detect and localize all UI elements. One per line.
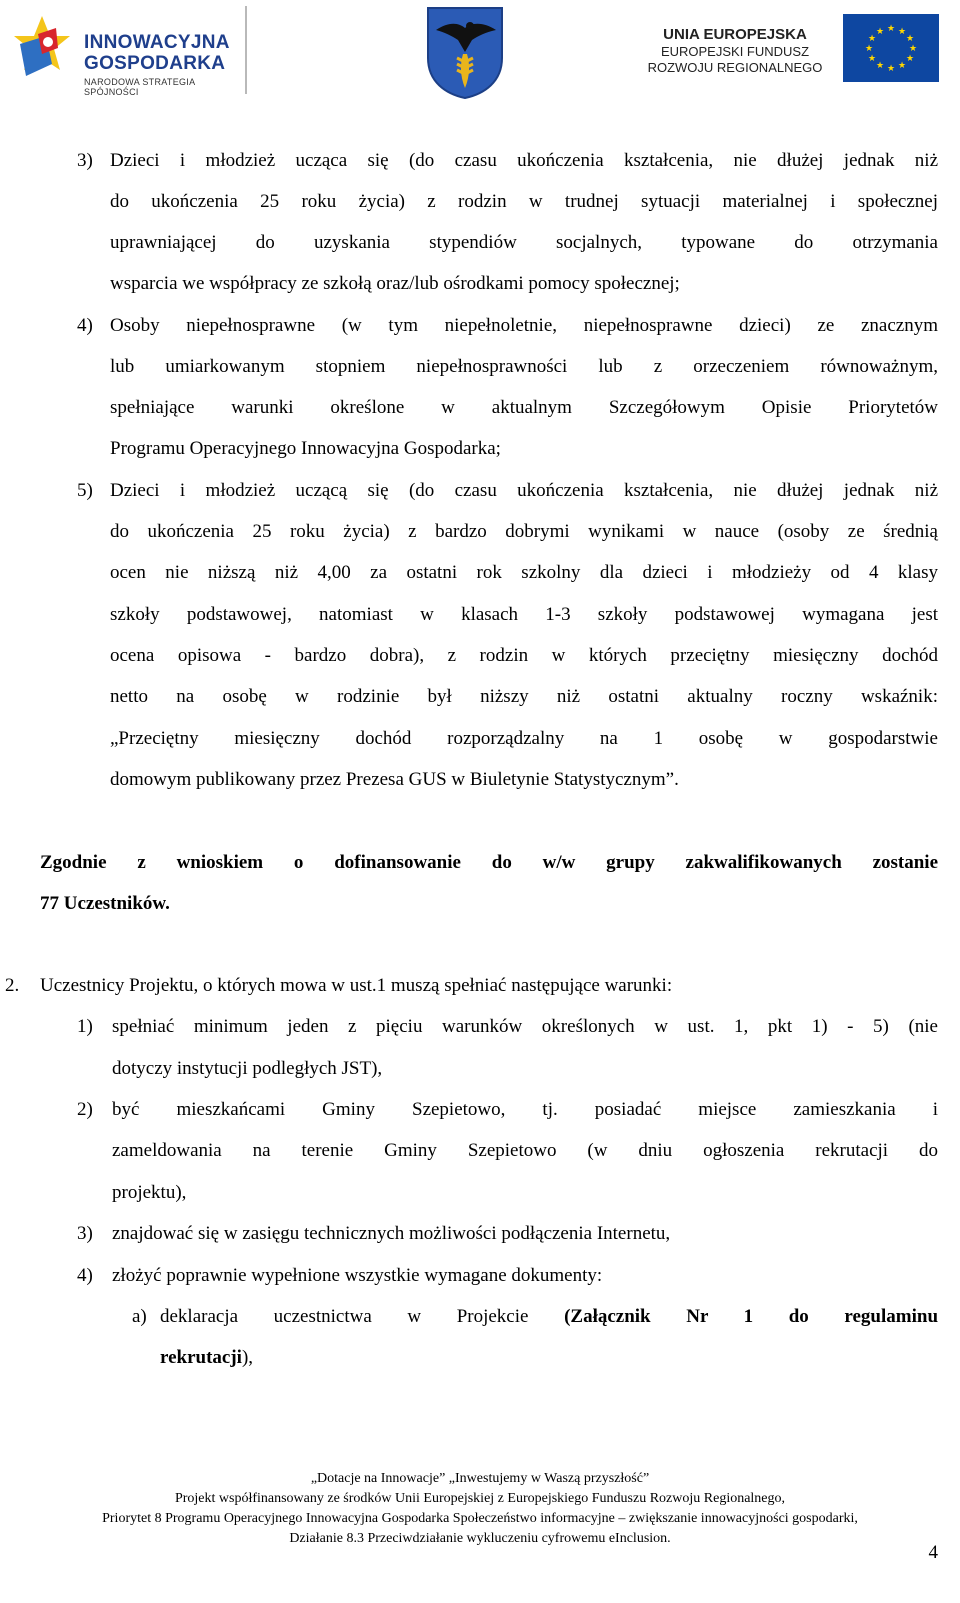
eu-logo-title: UNIA EUROPEJSKA [663, 26, 807, 43]
item5-line-2: do ukończenia 25 roku życia) z bardzo dobrymi wynikami w nauce (osoby ze średnią [110, 521, 938, 542]
svg-text:★: ★ [867, 54, 877, 64]
item5-line-3: ocen nie niższą niż 4,00 za ostatni rok szkolny dla dzieci i młodzieży od 4 klasy [110, 562, 938, 583]
page-number: 4 [928, 1542, 938, 1563]
szepietowo-crest-icon [424, 4, 506, 100]
section-number: 2. [5, 975, 20, 996]
eu-flag-icon [843, 14, 939, 82]
s2-item2-line-1: być mieszkańcami Gminy Szepietowo, tj. posiadać miejsce zamieszkania i [112, 1099, 938, 1120]
item5-line-1: Dzieci i młodzież uczącą się (do czasu ukończenia kształcenia, nie dłużej jednak niż [110, 480, 938, 501]
item5-line-4: szkoły podstawowej, natomiast w klasach 1-3 szkoły podstawowej wymagana jest [110, 604, 938, 625]
item3-line-4: wsparcia we współpracy ze szkołą oraz/lub ośrodkami pomocy społecznej; [110, 273, 680, 294]
item5-line-7: „Przeciętny miesięczny dochód rozporządzalny na 1 osobę w gospodarstwie [110, 728, 938, 749]
document-header [0, 0, 960, 110]
item3-line-1: Dzieci i młodzież ucząca się (do czasu ukończenia kształcenia, nie dłużej jednak niż [110, 150, 938, 171]
svg-text:★: ★ [875, 61, 885, 71]
s2-item3-text: znajdować się w zasięgu technicznych możliwości podłączenia Internetu, [112, 1223, 671, 1244]
s2-sub-a-bold-2: rekrutacji [160, 1347, 242, 1368]
section2-intro: Uczestnicy Projektu, o których mowa w ust.1 muszą spełniać następujące warunki: [40, 975, 673, 996]
s2-item2-line-2: zameldowania na terenie Gminy Szepietowo (w dniu ogłoszenia rekrutacji do [112, 1140, 938, 1161]
list-item-number: 4) [77, 1265, 93, 1286]
innowacyjna-gospodarka-logo [12, 14, 252, 97]
ig-emblem-icon [12, 14, 72, 84]
svg-text:★: ★ [897, 61, 907, 71]
sublist-item-letter: a) [132, 1306, 147, 1327]
svg-text:★: ★ [897, 27, 907, 37]
svg-text:★: ★ [905, 54, 915, 64]
svg-text:★: ★ [867, 34, 877, 44]
eu-logo-text [640, 26, 830, 76]
item5-line-5: ocena opisowa - bardzo dobra), z rodzin w których przeciętny miesięczny dochód [110, 645, 938, 666]
logo-divider [245, 6, 247, 94]
item5-line-8: domowym publikowany przez Prezesa GUS w Biuletynie Statystycznym”. [110, 769, 679, 790]
list-item-number: 5) [77, 480, 93, 501]
summary-line-2: 77 Uczestników. [40, 893, 170, 914]
item4-line-1: Osoby niepełnosprawne (w tym niepełnoletnie, niepełnosprawne dzieci) ze znacznym [110, 315, 938, 336]
ig-logo-title-1: INNOWACYJNA [84, 32, 230, 53]
s2-sub-a-bold: (Załącznik Nr 1 do regulaminu [564, 1306, 939, 1327]
summary-line-1: Zgodnie z wnioskiem o dofinansowanie do w/w grupy zakwalifikowanych zostanie [40, 852, 938, 873]
item3-line-2: do ukończenia 25 roku życia) z rodzin w trudnej sytuacji materialnej i społecznej [110, 191, 938, 212]
footer-line-2: Projekt współfinansowany ze środków Unii Europejskiej z Europejskiego Funduszu Rozwoju Regionalnego, [174, 1491, 786, 1506]
ig-logo-subtitle: NARODOWA STRATEGIA SPÓJNOŚCI [84, 77, 195, 97]
eu-logo-line-1: EUROPEJSKI FUNDUSZ [660, 44, 810, 59]
s2-item4-text: złożyć poprawnie wypełnione wszystkie wymagane dokumenty: [112, 1265, 603, 1286]
footer-slogan: „Dotacje na Innowacje” „Inwestujemy w Waszą przyszłość” [310, 1471, 650, 1486]
list-item-number: 1) [77, 1016, 93, 1037]
svg-text:★: ★ [875, 27, 885, 37]
item4-line-3: spełniające warunki określone w aktualnym Szczegółowym Opisie Priorytetów [110, 397, 938, 418]
footer-line-3: Priorytet 8 Programu Operacyjnego Innowacyjna Gospodarka Społeczeństwo informacyjne – zwiększanie innowacyjności gospodarki, [102, 1511, 858, 1526]
item4-line-4: Programu Operacyjnego Innowacyjna Gospodarka; [110, 438, 501, 459]
ig-logo-title-2: GOSPODARKA [84, 53, 226, 74]
s2-sub-a-line-2 [160, 1346, 253, 1370]
item4-line-2: lub umiarkowanym stopniem niepełnosprawności lub z orzeczeniem równoważnym, [110, 356, 938, 377]
svg-text:★: ★ [886, 24, 896, 34]
list-item-number: 3) [77, 150, 93, 171]
list-item-number: 2) [77, 1099, 93, 1120]
svg-text:★: ★ [905, 34, 915, 44]
s2-sub-a-tail: ), [241, 1347, 254, 1368]
item5-line-6: netto na osobę w rodzinie był niższy niż ostatni aktualny roczny wskaźnik: [110, 686, 938, 707]
svg-text:★: ★ [908, 44, 918, 54]
eu-logo-line-2: ROZWOJU REGIONALNEGO [647, 60, 823, 75]
s2-item2-line-3: projektu), [112, 1182, 187, 1203]
s2-sub-a-line-1 [160, 1305, 938, 1329]
footer-line-4: Działanie 8.3 Przeciwdziałanie wykluczeniu cyfrowemu eInclusion. [289, 1531, 671, 1546]
svg-text:★: ★ [886, 64, 896, 74]
list-item-number: 4) [77, 315, 93, 336]
s2-sub-a-text: deklaracja uczestnictwa w Projekcie [160, 1306, 529, 1327]
s2-item1-line-1: spełniać minimum jeden z pięciu warunków określonych w ust. 1, pkt 1) - 5) (nie [112, 1016, 938, 1037]
ig-logo-text [84, 32, 252, 97]
item3-line-3: uprawniającej do uzyskania stypendiów socjalnych, typowane do otrzymania [110, 232, 938, 253]
list-item-number: 3) [77, 1223, 93, 1244]
svg-text:★: ★ [864, 44, 874, 54]
s2-item1-line-2: dotyczy instytucji podległych JST), [112, 1058, 383, 1079]
